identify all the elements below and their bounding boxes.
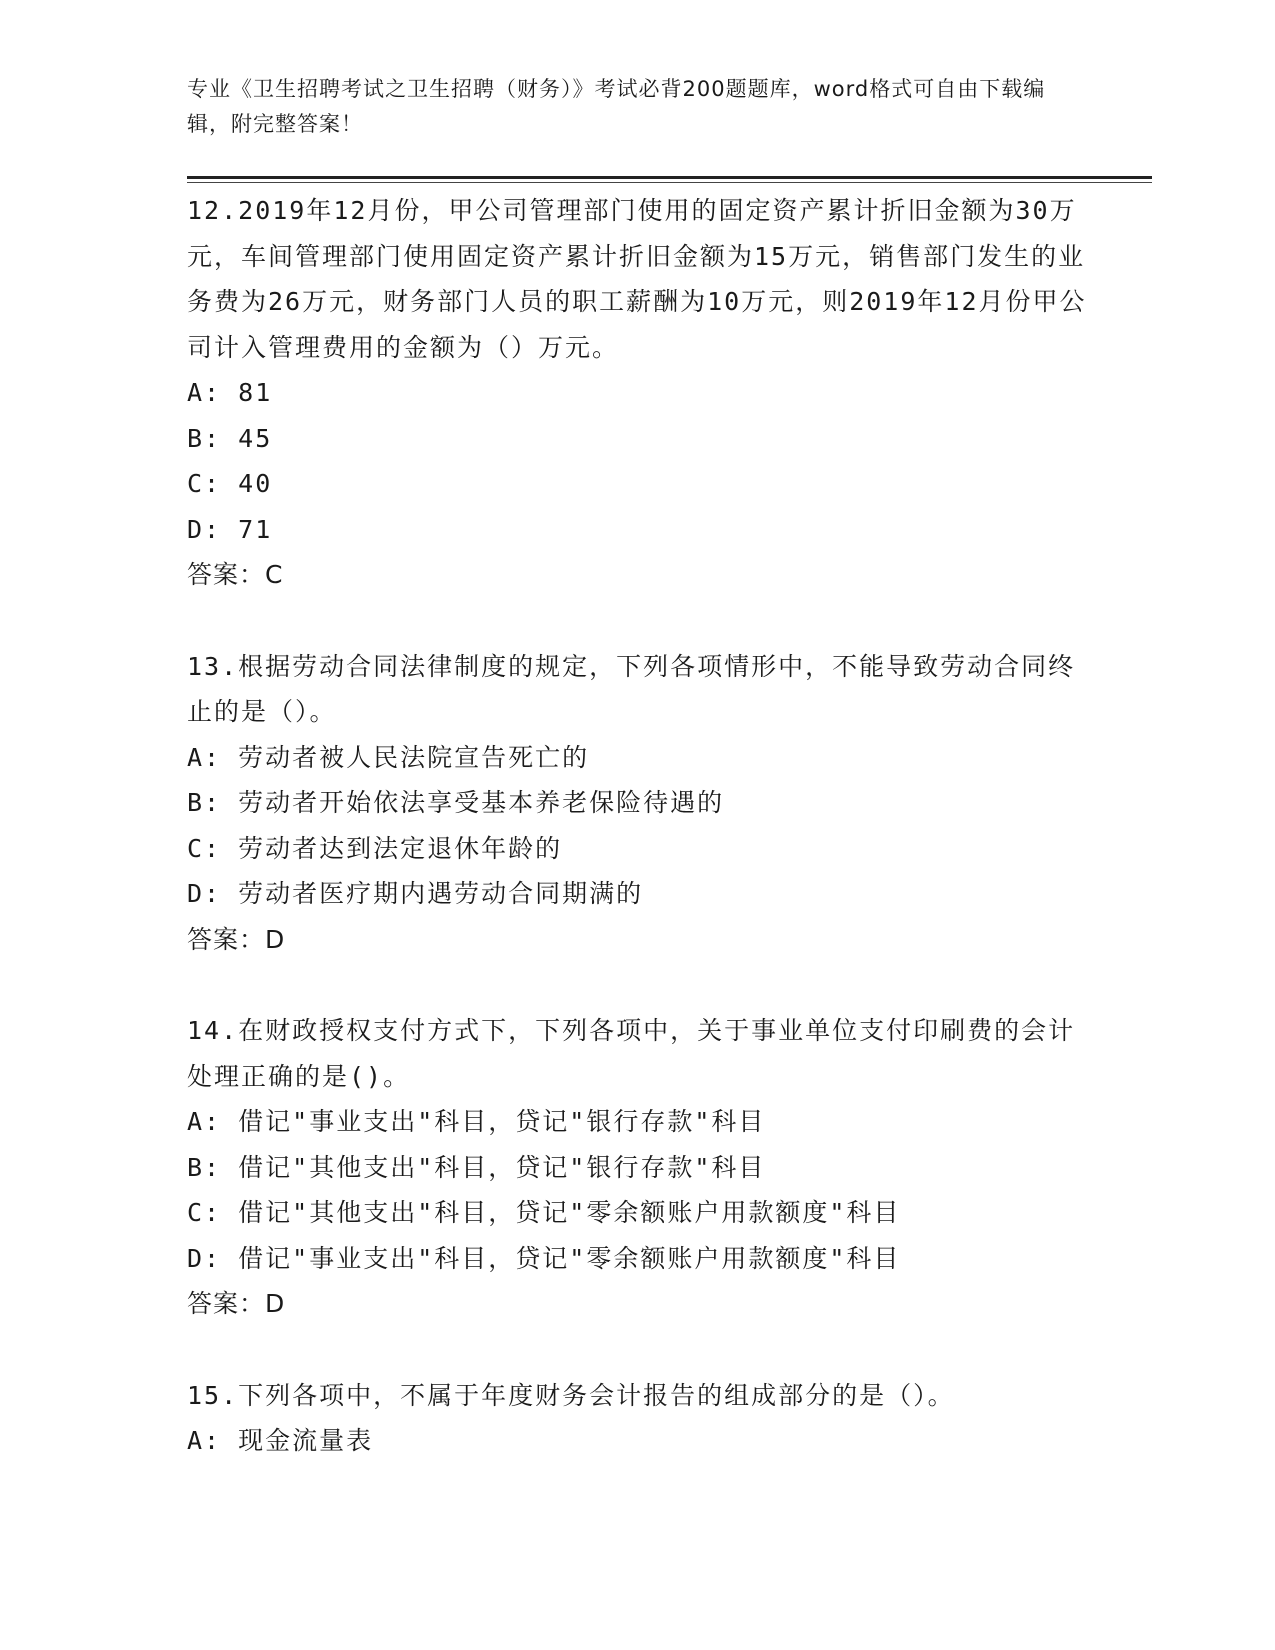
option-text: 40: [238, 469, 273, 498]
question-15: [187, 1373, 1087, 1464]
option-key: A:: [187, 742, 222, 772]
answer-line: 答案：C: [187, 560, 284, 589]
option-text: 劳动者开始依法享受基本养老保险待遇的: [238, 788, 725, 817]
option-d: [187, 507, 1087, 553]
option-a: [187, 370, 1087, 416]
document-header: 专业《卫生招聘考试之卫生招聘（财务）》考试必背200题题库，word格式可自由下载编辑，附完整答案！: [187, 77, 1046, 136]
option-text: 劳动者医疗期内遇劳动合同期满的: [238, 879, 644, 908]
option-key: C:: [187, 833, 222, 863]
option-text: 现金流量表: [238, 1426, 374, 1455]
question-stem: 13.根据劳动合同法律制度的规定，下列各项情形中，不能导致劳动合同终止的是（）。: [187, 651, 1076, 726]
option-key: B:: [187, 1152, 222, 1182]
question-14: [187, 1008, 1087, 1327]
option-text: 45: [238, 423, 273, 453]
answer-line: 答案：D: [187, 1289, 286, 1318]
option-b: [187, 1145, 1087, 1191]
option-b: [187, 416, 1087, 462]
question-list: [187, 188, 1087, 1510]
option-text: 借记"事业支出"科目，贷记"零余额账户用款额度"科目: [238, 1243, 901, 1273]
question-stem: 12.2019年12月份，甲公司管理部门使用的固定资产累计折旧金额为30万元，车间管理部门使用固定资产累计折旧金额为15万元，销售部门发生的业务费为26万元，财务部门人员的职工薪酬为10万元，则2019年12月份甲公司计入管理费用的金额为（）万元。: [187, 196, 1087, 362]
option-text: 借记"其他支出"科目，贷记"银行存款"科目: [238, 1152, 766, 1182]
option-key: C:: [187, 469, 222, 498]
answer-line: 答案：D: [187, 924, 286, 954]
question-12: [187, 188, 1087, 598]
option-a: [187, 1099, 1087, 1145]
option-text: 借记"事业支出"科目，贷记"银行存款"科目: [238, 1107, 766, 1136]
option-c: [187, 1190, 1087, 1236]
option-text: 借记"其他支出"科目，贷记"零余额账户用款额度"科目: [238, 1198, 901, 1227]
question-stem: 14.在财政授权支付方式下，下列各项中，关于事业单位支付印刷费的会计处理正确的是()。: [187, 1016, 1076, 1091]
header-rule-thin: [187, 182, 1152, 183]
option-b: [187, 780, 1087, 826]
option-d: [187, 1236, 1087, 1282]
option-c: [187, 461, 1087, 507]
question-13: [187, 644, 1087, 963]
option-text: 劳动者达到法定退休年龄的: [238, 833, 563, 863]
option-key: D:: [187, 879, 222, 908]
option-key: A:: [187, 378, 222, 407]
option-key: B:: [187, 423, 222, 453]
option-key: D:: [187, 514, 222, 544]
option-a: [187, 1418, 1087, 1464]
option-key: A:: [187, 1107, 222, 1136]
option-d: [187, 871, 1087, 917]
option-a: [187, 735, 1087, 781]
option-text: 劳动者被人民法院宣告死亡的: [238, 742, 590, 772]
option-key: A:: [187, 1426, 222, 1455]
option-text: 81: [238, 378, 273, 407]
option-c: [187, 826, 1087, 872]
header-rule-thick: [187, 176, 1152, 179]
option-key: D:: [187, 1243, 222, 1273]
option-text: 71: [238, 514, 273, 544]
question-stem: 15.下列各项中，不属于年度财务会计报告的组成部分的是（）。: [187, 1380, 955, 1410]
option-key: C:: [187, 1198, 222, 1227]
option-key: B:: [187, 788, 222, 817]
